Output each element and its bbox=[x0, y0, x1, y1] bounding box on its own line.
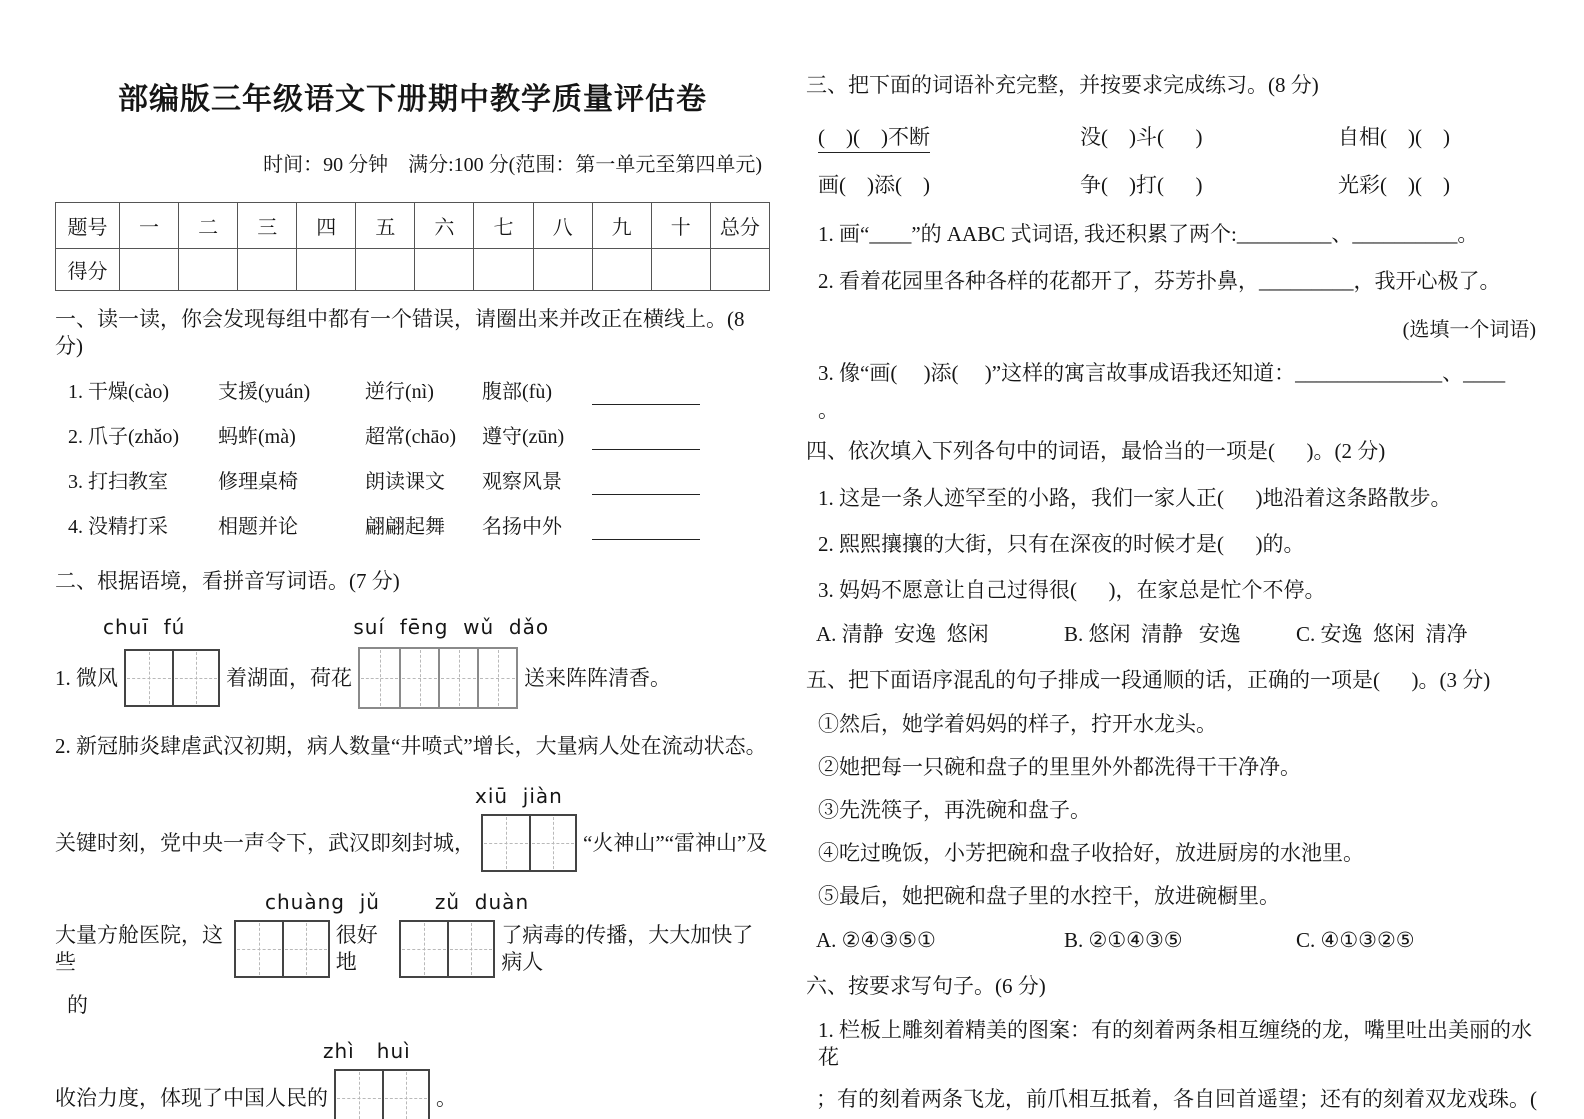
grid-guide-line bbox=[424, 923, 425, 975]
sentence-text: 1. 微风 bbox=[55, 665, 118, 690]
sentence-text: 大量方舱医院，这些 bbox=[55, 923, 223, 974]
phrase-completion-row bbox=[806, 171, 1540, 199]
grid-cell bbox=[438, 649, 477, 707]
word-group-row bbox=[55, 514, 770, 540]
sentence-text: 了病毒的传播，大大加快了病人 bbox=[501, 923, 754, 974]
grid-guide-line bbox=[506, 817, 507, 869]
word-group-row bbox=[55, 379, 770, 405]
score-table-score-row bbox=[56, 249, 770, 291]
grid-guide-line bbox=[149, 652, 150, 704]
score-table-col: 一 bbox=[120, 203, 179, 249]
fill-item: 1. 画“____”的 AABC 式词语, 我还积累了两个:_________、__________。 bbox=[818, 222, 1479, 246]
sentence-line bbox=[55, 814, 770, 872]
score-cell[interactable] bbox=[238, 249, 297, 291]
writing-grid[interactable] bbox=[124, 649, 220, 707]
score-table-col: 三 bbox=[238, 203, 297, 249]
grid-cell bbox=[382, 1071, 428, 1119]
pinyin-hint: chuī fú bbox=[103, 615, 186, 639]
question-line: 2. 熙熙攘攘的大街，只有在深夜的时候才是( )的。 bbox=[818, 532, 1305, 556]
pinyin-hint: zǔ duàn bbox=[434, 890, 530, 914]
grid-cell bbox=[336, 1071, 382, 1119]
section-6-heading: 六、按要求写句子。(6 分) bbox=[806, 974, 1046, 998]
grid-guide-line bbox=[459, 650, 460, 706]
grid-cell bbox=[236, 922, 282, 976]
page-title: 部编版三年级语文下册期中教学质量评估卷 bbox=[118, 83, 707, 116]
sentence-text: 。 bbox=[436, 1085, 457, 1110]
word-item: 观察风景 bbox=[482, 471, 562, 493]
score-table-col: 五 bbox=[356, 203, 415, 249]
fill-item-tail: 。 bbox=[818, 398, 839, 422]
word-item: 3. 打扫教室 bbox=[68, 471, 168, 493]
word-item: 逆行(nì) bbox=[365, 381, 434, 403]
pinyin-hint: suí fēng wǔ dǎo bbox=[353, 615, 550, 639]
score-table-col: 四 bbox=[297, 203, 356, 249]
grid-cell bbox=[282, 922, 328, 976]
pinyin-hint: zhì huì bbox=[323, 1039, 411, 1063]
word-item: 名扬中外 bbox=[482, 516, 562, 538]
option-item[interactable]: A. 清静 安逸 悠闲 bbox=[816, 622, 989, 646]
word-item: 修理桌椅 bbox=[218, 471, 298, 493]
phrase-blank-item: 画( )添( ) bbox=[818, 173, 930, 197]
section-1-heading: 一、读一读，你会发现每组中都有一个错误，请圈出来并改正在横线上。(8 分) bbox=[55, 307, 750, 358]
grid-guide-line bbox=[196, 652, 197, 704]
grid-guide-line bbox=[553, 817, 554, 869]
score-table-col: 二 bbox=[179, 203, 238, 249]
score-table-col: 七 bbox=[474, 203, 533, 249]
sentence-line: 2. 新冠肺炎肆虐武汉初期，病人数量“井喷式”增长，大量病人处在流动状态。 bbox=[55, 734, 767, 758]
grid-cell bbox=[529, 816, 575, 870]
score-cell[interactable] bbox=[356, 249, 415, 291]
section-5-heading: 五、把下面语序混乱的句子排成一段通顺的话，正确的一项是( )。(3 分) bbox=[806, 668, 1491, 692]
phrase-completion-row bbox=[806, 123, 1540, 153]
right-column bbox=[806, 0, 1540, 1119]
sentence-text: 着湖面，荷花 bbox=[226, 665, 352, 690]
score-table-header-row bbox=[56, 203, 770, 249]
sentence-text: 收治力度，体现了中国人民的 bbox=[55, 1085, 328, 1110]
question-line: 1. 这是一条人迹罕至的小路，我们一家人正( )地沿着这条路散步。 bbox=[818, 486, 1452, 510]
grid-cell bbox=[447, 922, 493, 976]
score-cell[interactable] bbox=[474, 249, 533, 291]
score-cell[interactable] bbox=[415, 249, 474, 291]
score-cell[interactable] bbox=[710, 249, 769, 291]
left-column bbox=[55, 0, 770, 1119]
grid-guide-line bbox=[259, 923, 260, 975]
ordered-sentence: ⑤最后，她把碗和盘子里的水控干，放进碗橱里。 bbox=[818, 884, 1280, 908]
options-row bbox=[806, 621, 1540, 648]
pinyin-row bbox=[55, 784, 770, 808]
grid-cell bbox=[172, 651, 218, 705]
section-2-heading: 二、根据语境，看拼音写词语。(7 分) bbox=[55, 569, 400, 593]
word-item: 蚂蚱(mà) bbox=[218, 426, 296, 448]
answer-blank[interactable] bbox=[592, 473, 700, 495]
grid-cell bbox=[360, 649, 399, 707]
grid-cell bbox=[483, 816, 529, 870]
options-row bbox=[806, 927, 1540, 954]
sentence-line bbox=[55, 647, 770, 709]
grid-guide-line bbox=[306, 923, 307, 975]
ordered-sentence: ④吃过晚饭，小芳把碗和盘子收拾好，放进厨房的水池里。 bbox=[818, 841, 1364, 865]
score-cell[interactable] bbox=[179, 249, 238, 291]
ordered-sentence: ③先洗筷子，再洗碗和盘子。 bbox=[818, 798, 1091, 822]
note-hint: (选填一个词语) bbox=[1402, 319, 1536, 341]
score-table-corner-label: 题号 bbox=[56, 203, 120, 249]
ordered-sentence: ①然后，她学着妈妈的样子，拧开水龙头。 bbox=[818, 712, 1217, 736]
score-table-col: 八 bbox=[533, 203, 592, 249]
sentence-text: 1. 栏板上雕刻着精美的图案：有的刻着两条相互缠绕的龙，嘴里吐出美丽的水花 bbox=[818, 1018, 1532, 1069]
score-table bbox=[55, 202, 770, 291]
writing-grid[interactable] bbox=[399, 920, 495, 978]
grid-guide-line bbox=[471, 923, 472, 975]
grid-guide-line bbox=[498, 650, 499, 706]
score-cell[interactable] bbox=[592, 249, 651, 291]
answer-blank[interactable] bbox=[592, 383, 700, 405]
option-item[interactable]: B. 悠闲 清静 安逸 bbox=[1064, 622, 1241, 646]
pinyin-hint: chuàng jǔ bbox=[265, 890, 380, 914]
score-cell[interactable] bbox=[533, 249, 592, 291]
writing-grid[interactable] bbox=[234, 920, 330, 978]
exam-meta: 时间：90 分钟 满分:100 分(范围：第一单元至第四单元) bbox=[263, 154, 762, 176]
sentence-text: 关键时刻，党中央一声令下，武汉即刻封城， bbox=[55, 830, 475, 855]
writing-grid[interactable] bbox=[481, 814, 577, 872]
score-cell[interactable] bbox=[120, 249, 179, 291]
option-item[interactable]: A. ②④③⑤① bbox=[816, 928, 936, 952]
word-group-row bbox=[55, 424, 770, 450]
word-item: 翩翩起舞 bbox=[365, 516, 445, 538]
pinyin-row bbox=[55, 890, 770, 914]
score-row-label: 得分 bbox=[56, 249, 120, 291]
sentence-line bbox=[55, 920, 770, 978]
grid-guide-line bbox=[406, 1072, 407, 1119]
score-table-col: 六 bbox=[415, 203, 474, 249]
option-item[interactable]: B. ②①④③⑤ bbox=[1064, 928, 1183, 952]
word-item: 遵守(zūn) bbox=[482, 426, 565, 448]
word-item: 4. 没精打采 bbox=[68, 516, 168, 538]
phrase-blank-item: 自相( )( ) bbox=[1338, 125, 1450, 149]
word-item: 朗读课文 bbox=[365, 471, 445, 493]
writing-grid[interactable] bbox=[358, 647, 518, 709]
score-cell[interactable] bbox=[297, 249, 356, 291]
fill-item: 3. 像“画( )添( )”这样的寓言故事成语我还知道：______________、____ bbox=[818, 361, 1506, 385]
writing-grid[interactable] bbox=[334, 1069, 430, 1119]
sentence-line: 的 bbox=[67, 993, 88, 1017]
fill-item: 2. 看着花园里各种各样的花都开了，芬芳扑鼻，_________，我开心极了。 bbox=[818, 269, 1501, 293]
grid-guide-line bbox=[420, 650, 421, 706]
phrase-blank-item: ( )( )不断 bbox=[818, 123, 930, 153]
option-item[interactable]: C. ④①③②⑤ bbox=[1296, 928, 1415, 952]
ordered-sentence: ②她把每一只碗和盘子的里里外外都洗得干干净净。 bbox=[818, 755, 1301, 779]
phrase-blank-item: 争( )打( ) bbox=[1080, 173, 1203, 197]
grid-guide-line bbox=[359, 1072, 360, 1119]
section-4-heading: 四、依次填入下列各句中的词语，最恰当的一项是( )。(2 分) bbox=[806, 439, 1386, 463]
sentence-line bbox=[55, 1069, 770, 1119]
word-item: 腹部(fù) bbox=[482, 381, 552, 403]
grid-cell bbox=[477, 649, 516, 707]
sentence-text: 送来阵阵清香。 bbox=[524, 665, 671, 690]
word-item: 2. 爪子(zhǎo) bbox=[68, 426, 180, 448]
score-table-col: 九 bbox=[592, 203, 651, 249]
score-cell[interactable] bbox=[651, 249, 710, 291]
grid-cell bbox=[126, 651, 172, 705]
word-group-row bbox=[55, 469, 770, 495]
section-3-heading: 三、把下面的词语补充完整，并按要求完成练习。(8 分) bbox=[806, 73, 1319, 97]
grid-cell bbox=[399, 649, 438, 707]
sentence-text: “火神山”“雷神山”及 bbox=[583, 830, 768, 855]
pinyin-hint: xiū jiàn bbox=[475, 784, 563, 808]
pinyin-row bbox=[55, 1039, 770, 1063]
score-table-col: 总分 bbox=[710, 203, 769, 249]
phrase-blank-item: 没( )斗( ) bbox=[1080, 125, 1203, 149]
word-item: 支援(yuán) bbox=[218, 381, 311, 403]
word-item: 1. 干燥(cào) bbox=[68, 381, 170, 403]
score-table-col: 十 bbox=[651, 203, 710, 249]
pinyin-row bbox=[55, 615, 770, 639]
phrase-blank-item: 光彩( )( ) bbox=[1338, 173, 1450, 197]
option-item[interactable]: C. 安逸 悠闲 清净 bbox=[1296, 622, 1468, 646]
question-line: 3. 妈妈不愿意让自己过得很( )，在家总是忙个不停。 bbox=[818, 578, 1326, 602]
answer-blank[interactable] bbox=[592, 518, 700, 540]
grid-cell bbox=[401, 922, 447, 976]
sentence-text: ；有的刻着两条飞龙，前爪相互抵着，各自回首遥望；还有的刻着双龙戏珠。( bbox=[816, 1087, 1537, 1111]
word-item: 超常(chāo) bbox=[365, 426, 457, 448]
answer-blank[interactable] bbox=[592, 428, 700, 450]
word-item: 相题并论 bbox=[218, 516, 298, 538]
grid-guide-line bbox=[380, 650, 381, 706]
sentence-text: 很好地 bbox=[335, 923, 378, 974]
